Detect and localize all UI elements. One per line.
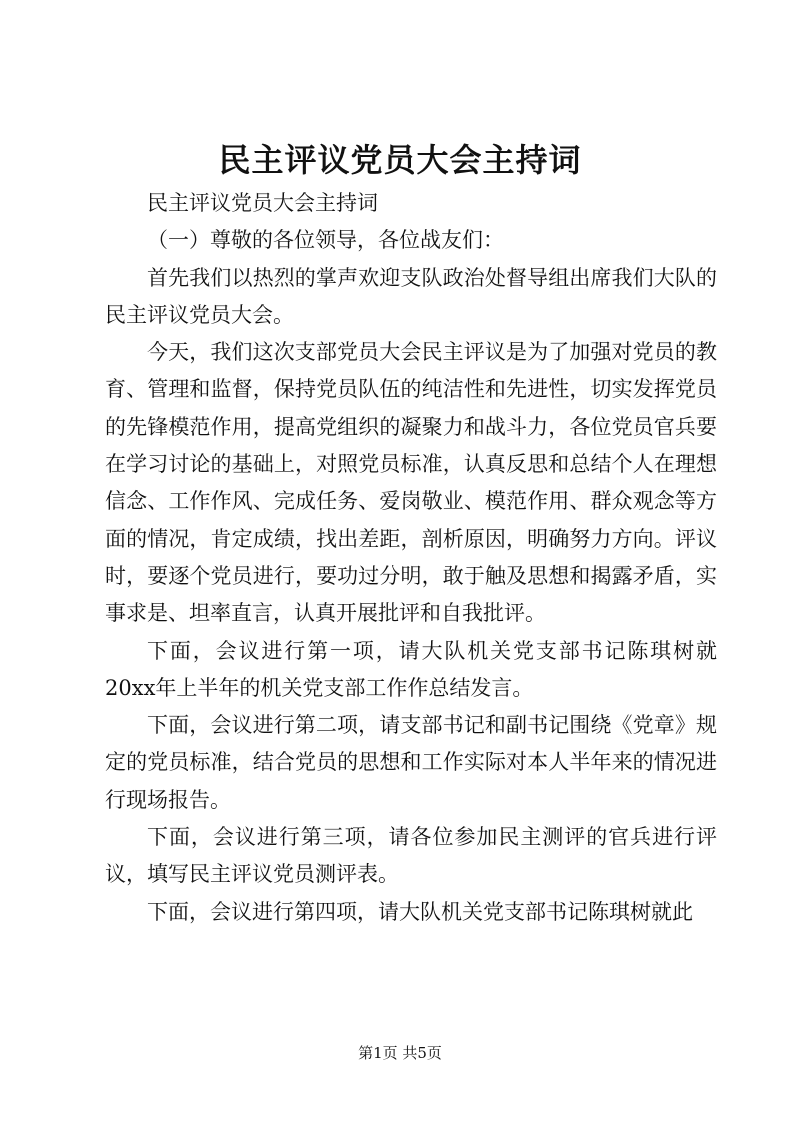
paragraph-purpose: 今天，我们这次支部党员大会民主评议是为了加强对党员的教育、管理和监督，保持党员队伍的纯洁性和先进性，切实发挥党员的先锋模范作用，提高党组织的凝聚力和战斗力，各位党员官兵要在学习讨论的基础上，对照党员标准，认真反思和总结个人在理想信念、工作作风、完成任务、爱岗敬业、模范作用、群众观念等方面的情况，肯定成绩，找出差距，剖析原因，明确努力方向。评议时，要逐个党员进行，要功过分明，敢于触及思想和揭露矛盾，实事求是、坦率直言，认真开展批评和自我批评。: [105, 340, 717, 626]
page-footer: 第1页 共5页: [358, 1044, 442, 1062]
paragraph-salutation: （一）尊敬的各位领导，各位战友们：: [147, 228, 504, 253]
paragraph-subtitle: 民主评议党员大会主持词: [147, 191, 378, 215]
document-title: 民主评议党员大会主持词: [218, 141, 582, 179]
paragraph-item-four: 下面，会议进行第四项，请大队机关党支部书记陈琪树就此: [147, 899, 693, 924]
paragraph-item-one: 下面，会议进行第一项，请大队机关党支部书记陈琪树就20xx年上半年的机关党支部工作作总结发言。: [105, 638, 717, 700]
paragraph-welcome: 首先我们以热烈的掌声欢迎支队政治处督导组出席我们大队的民主评议党员大会。: [105, 265, 717, 327]
paragraph-item-two: 下面，会议进行第二项，请支部书记和副书记围绕《党章》规定的党员标准，结合党员的思想和工作实际对本人半年来的情况进行现场报告。: [105, 713, 717, 812]
document-body: [105, 185, 717, 931]
paragraph-item-three: 下面，会议进行第三项，请各位参加民主测评的官兵进行评议，填写民主评议党员测评表。: [105, 825, 717, 887]
